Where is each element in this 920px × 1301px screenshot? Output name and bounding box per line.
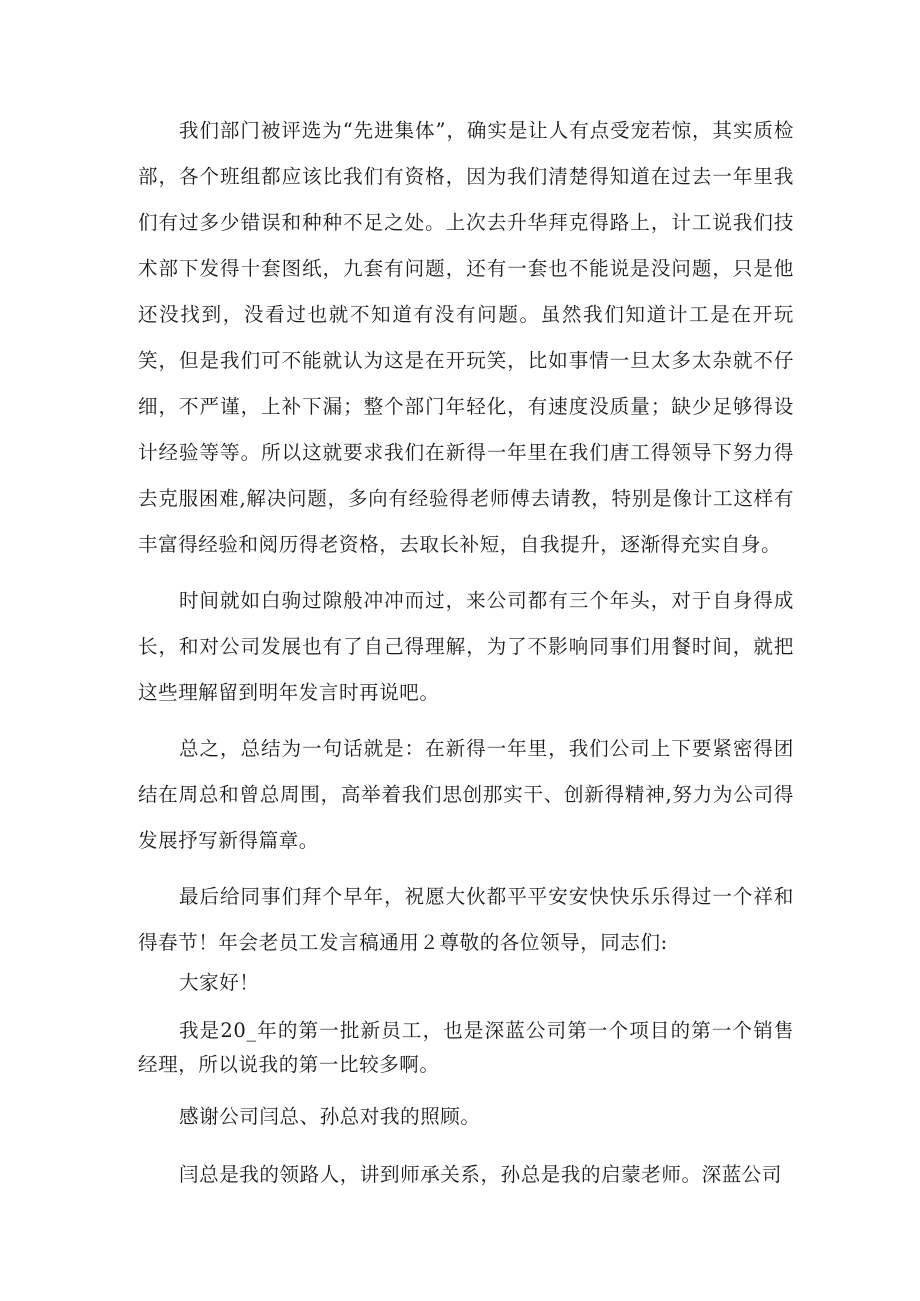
paragraph-summary: 总之，总结为一句话就是：在新得一年里，我们公司上下要紧密得团结在周总和曾总周围，高举着我们思创那实干、创新得精神,努力为公司得发展抒写新得篇章。 xyxy=(138,737,794,852)
paragraph-advanced-collective: 我们部门被评选为“先进集体”，确实是让人有点受宠若惊，其实质检部，各个班组都应该比我们有资格，因为我们清楚得知道在过去一年里我们有过多少错误和种种不足之处。上次去升华拜克得路上，计工说我们技术部下发得十套图纸，九套有问题，还有一套也不能说是没问题，只是他还没找到，没看过也就不知道有没有问题。虽然我们知道计工是在开玩笑，但是我们可不能就认为这是在开玩笑，比如事情一旦太多太杂就不仔细，不严谨，上补下漏；整个部门年轻化，有速度没质量；缺少足够得设计经验等等。所以这就要求我们在新得一年里在我们唐工得领导下努力得去克服困难,解决问题，多向有经验得老师傅去请教，特别是像计工这样有丰富得经验和阅历得老资格，去取长补短，自我提升，逐渐得充实自身。 xyxy=(138,119,794,556)
document-body xyxy=(138,108,794,1198)
paragraph-first-batch: 我是20_年的第一批新员工，也是深蓝公司第一个项目的第一个销售经理，所以说我的第一比较多啊。 xyxy=(138,1019,794,1076)
paragraph-new-year-greeting: 最后给同事们拜个早年，祝愿大伙都平平安安快快乐乐得过一个祥和得春节！年会老员工发言稿通用２尊敬的各位领导，同志们: xyxy=(138,885,794,954)
paragraph-hello-everyone: 大家好！ xyxy=(179,971,260,994)
paragraph-mentors: 闫总是我的领路人，讲到师承关系，孙总是我的启蒙老师。深蓝公司 xyxy=(179,1163,783,1186)
paragraph-thanks: 感谢公司闫总、孙总对我的照顾。 xyxy=(179,1105,481,1128)
paragraph-three-years: 时间就如白驹过隙般冲冲而过，来公司都有三个年头，对于自身得成长，和对公司发展也有了自己得理解，为了不影响同事们用餐时间，就把这些理解留到明年发言时再说吧。 xyxy=(138,589,794,704)
